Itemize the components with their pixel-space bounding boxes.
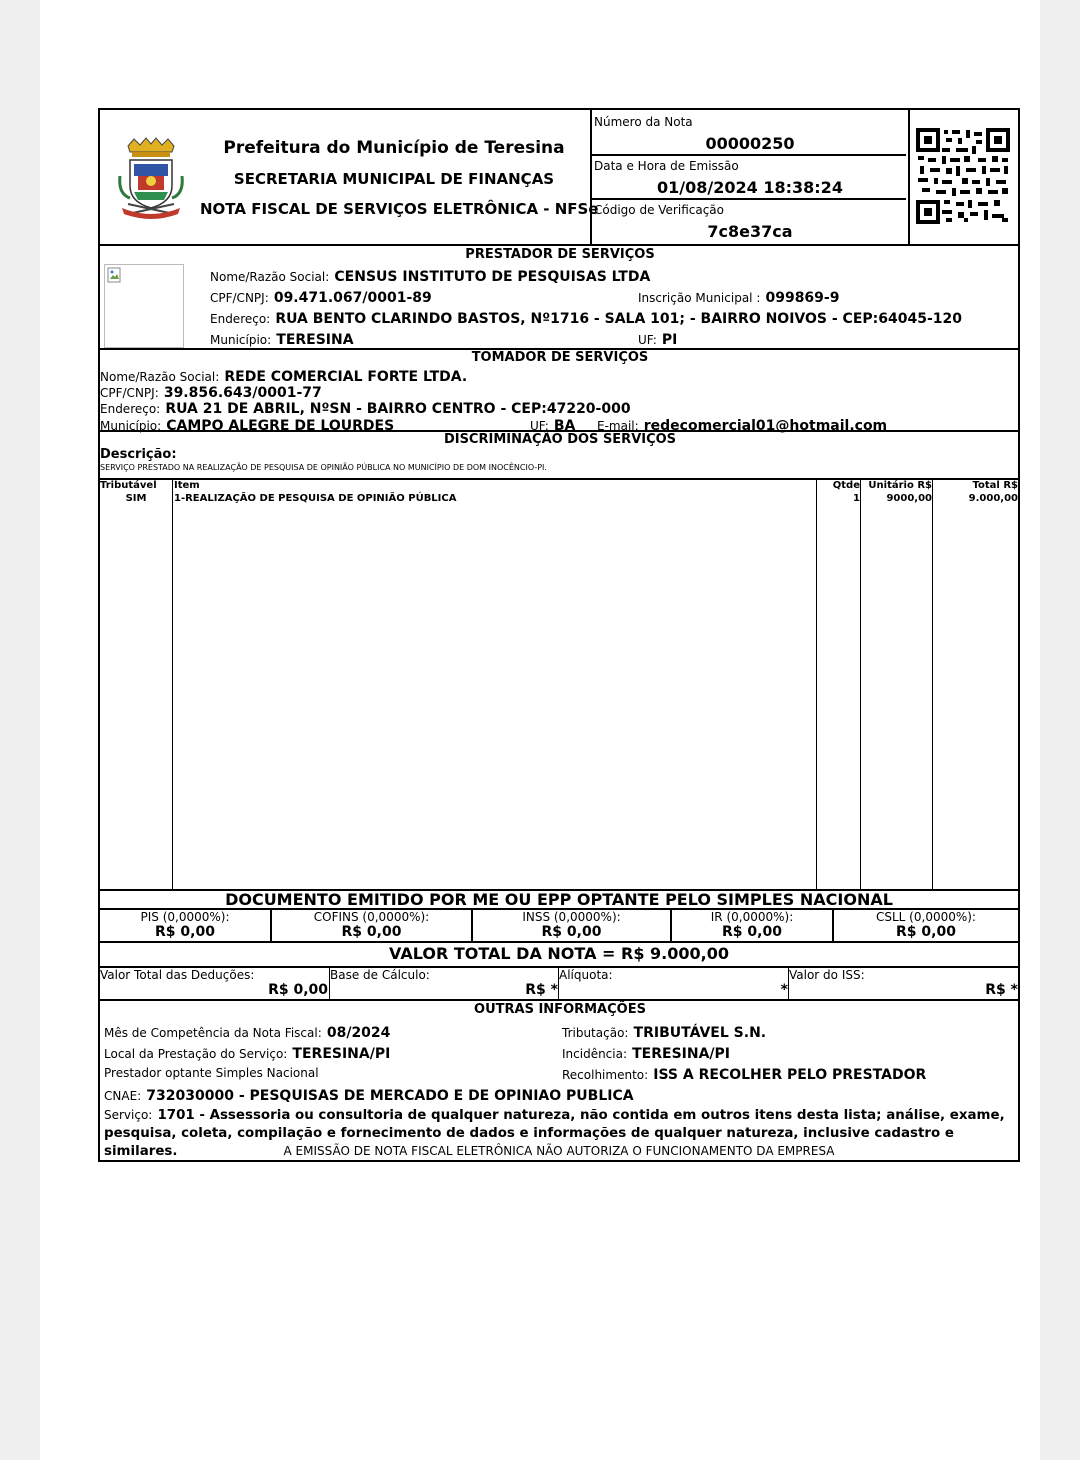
prestador-im-value: 099869-9 bbox=[765, 290, 840, 306]
tomador-municipio-label: Município: bbox=[100, 419, 162, 433]
base-calculo-label: Base de Cálculo: bbox=[330, 968, 430, 982]
prestador-endereco-row bbox=[210, 308, 962, 327]
divider bbox=[592, 198, 906, 200]
tax-inss-label: INSS (0,0000%): bbox=[522, 910, 621, 924]
aliquota-value: * bbox=[780, 982, 788, 998]
emissao-value: 01/08/2024 18:38:24 bbox=[657, 178, 843, 197]
tomador-uf-value: BA bbox=[553, 418, 576, 434]
prestador-section-title: PRESTADOR DE SERVIÇOS bbox=[465, 247, 655, 262]
tributacao-row bbox=[562, 1022, 766, 1041]
iss-label: Valor do ISS: bbox=[789, 968, 865, 982]
table-column-divider bbox=[816, 479, 817, 889]
tax-pis bbox=[100, 910, 270, 940]
tributacao-label: Tributação: bbox=[562, 1026, 629, 1040]
tomador-endereco-value: RUA 21 DE ABRIL, NºSN - BAIRRO CENTRO - CEP:47220-000 bbox=[165, 401, 631, 417]
tomador-cnpj-label: CPF/CNPJ: bbox=[100, 386, 159, 400]
verificacao-value: 7c8e37ca bbox=[707, 222, 793, 241]
municipality-title: Prefeitura do Município de Teresina bbox=[223, 138, 565, 158]
recolhimento-value: ISS A RECOLHER PELO PRESTADOR bbox=[653, 1067, 927, 1083]
divider bbox=[100, 999, 1018, 1001]
aviso-funcionamento: A EMISSÃO DE NOTA FISCAL ELETRÔNICA NÃO AUTORIZA O FUNCIONAMENTO DA EMPRESA bbox=[283, 1144, 835, 1158]
cnae-label: CNAE: bbox=[104, 1089, 142, 1103]
incidencia-label: Incidência: bbox=[562, 1047, 628, 1061]
tax-csll-label: CSLL (0,0000%): bbox=[876, 910, 976, 924]
tributacao-value: TRIBUTÁVEL S.N. bbox=[633, 1025, 767, 1041]
tomador-email-value: redecomercial01@hotmail.com bbox=[643, 418, 888, 434]
prestador-cnpj-row bbox=[210, 287, 432, 306]
deducoes-value: R$ 0,00 bbox=[268, 982, 328, 998]
tax-ir-value: R$ 0,00 bbox=[722, 924, 782, 940]
broken-image-icon bbox=[107, 267, 121, 283]
tomador-nome-label: Nome/Razão Social: bbox=[100, 370, 220, 384]
tax-inss bbox=[473, 910, 670, 940]
table-column-divider bbox=[172, 479, 173, 889]
divider bbox=[590, 110, 592, 244]
prestador-logo-placeholder bbox=[104, 264, 184, 348]
simples-nacional-banner: DOCUMENTO EMITIDO POR ME OU EPP OPTANTE PELO SIMPLES NACIONAL bbox=[225, 890, 893, 909]
tomador-endereco-label: Endereço: bbox=[100, 402, 161, 416]
cnae-value: 732030000 - PESQUISAS DE MERCADO E DE OPINIAO PUBLICA bbox=[146, 1088, 634, 1104]
prestador-uf-label: UF: bbox=[638, 333, 657, 347]
tomador-email-label: E-mail: bbox=[597, 419, 639, 433]
local-value: TERESINA/PI bbox=[292, 1046, 391, 1062]
tomador-nome-value: REDE COMERCIAL FORTE LTDA. bbox=[224, 369, 468, 385]
verificacao-label: Código de Verificação bbox=[594, 203, 724, 217]
servico-label: Serviço: bbox=[104, 1108, 153, 1122]
col-header-total: Total R$ bbox=[972, 480, 1018, 491]
table-row bbox=[100, 493, 1018, 507]
tax-pis-value: R$ 0,00 bbox=[155, 924, 215, 940]
tax-cofins-label: COFINS (0,0000%): bbox=[313, 910, 430, 924]
optante-simples: Prestador optante Simples Nacional bbox=[104, 1066, 319, 1080]
prestador-nome-label: Nome/Razão Social: bbox=[210, 270, 330, 284]
prestador-uf-row bbox=[638, 329, 677, 348]
competencia-label: Mês de Competência da Nota Fiscal: bbox=[104, 1026, 322, 1040]
table-column-divider bbox=[860, 479, 861, 889]
nfse-document bbox=[98, 108, 1020, 1162]
recolhimento-row bbox=[562, 1064, 926, 1083]
prestador-im-label: Inscrição Municipal : bbox=[638, 291, 761, 305]
valor-total: VALOR TOTAL DA NOTA = R$ 9.000,00 bbox=[389, 944, 729, 963]
prestador-municipio-row bbox=[210, 329, 354, 348]
servicos-section-title: DISCRIMINAÇÃO DOS SERVIÇOS bbox=[443, 432, 677, 447]
tax-pis-label: PIS (0,0000%): bbox=[140, 910, 230, 924]
numero-value: 00000250 bbox=[705, 134, 795, 153]
base-calculo-value: R$ * bbox=[525, 982, 558, 998]
prestador-municipio-value: TERESINA bbox=[276, 332, 354, 348]
incidencia-value: TERESINA/PI bbox=[632, 1046, 730, 1062]
col-header-tributavel: Tributável bbox=[100, 480, 157, 491]
qr-code bbox=[916, 128, 1010, 224]
descricao-value: SERVIÇO PRESTADO NA REALIZAÇÃO DE PESQUISA DE OPINIÃO PÚBLICA NO MUNICÍPIO DE DOM INOCÊNCIO-PI. bbox=[100, 463, 547, 472]
prestador-cnpj-label: CPF/CNPJ: bbox=[210, 291, 269, 305]
row-unitario: 9000,00 bbox=[886, 493, 932, 504]
servico-value: 1701 - Assessoria ou consultoria de qualquer natureza, não contida em outros itens desta lista; análise, exame, pesquisa, coleta, compilação e fornecimento de dados e informações de qualquer natureza, inclusive cadastro e similares. bbox=[104, 1108, 1005, 1159]
col-header-item: Item bbox=[174, 480, 200, 491]
secretaria-title: SECRETARIA MUNICIPAL DE FINANÇAS bbox=[233, 170, 555, 188]
local-row bbox=[104, 1043, 390, 1062]
prestador-endereco-label: Endereço: bbox=[210, 312, 271, 326]
prestador-cnpj-value: 09.471.067/0001-89 bbox=[273, 290, 432, 306]
prestador-endereco-value: RUA BENTO CLARINDO BASTOS, Nº1716 - SALA 101; - BAIRRO NOIVOS - CEP:64045-120 bbox=[275, 311, 962, 327]
table-column-divider bbox=[932, 479, 933, 889]
prestador-uf-value: PI bbox=[661, 332, 678, 348]
recolhimento-label: Recolhimento: bbox=[562, 1068, 649, 1082]
divider bbox=[908, 110, 910, 244]
document-type-title: NOTA FISCAL DE SERVIÇOS ELETRÔNICA - NFSe bbox=[200, 200, 599, 218]
outras-section-title: OUTRAS INFORMAÇÕES bbox=[474, 1002, 646, 1017]
tax-cofins bbox=[272, 910, 471, 940]
tomador-uf-label: UF: bbox=[530, 419, 549, 433]
tax-cofins-value: R$ 0,00 bbox=[341, 924, 402, 940]
prestador-nome-row bbox=[210, 266, 650, 285]
aliquota-label: Alíquota: bbox=[559, 968, 613, 982]
divider bbox=[100, 244, 1018, 246]
row-item: 1-REALIZAÇÃO DE PESQUISA DE OPINIÃO PÚBLICA bbox=[174, 493, 457, 504]
tax-ir bbox=[672, 910, 832, 940]
tomador-cnpj-value: 39.856.643/0001-77 bbox=[163, 385, 322, 401]
descricao-label: Descrição: bbox=[100, 447, 177, 462]
prestador-im-row bbox=[638, 287, 839, 306]
divider bbox=[100, 941, 1018, 943]
coat-of-arms-logo bbox=[116, 136, 186, 222]
iss-value: R$ * bbox=[985, 982, 1018, 998]
deducoes-label: Valor Total das Deduções: bbox=[100, 968, 255, 982]
row-qtde: 1 bbox=[853, 493, 860, 504]
col-header-unitario: Unitário R$ bbox=[868, 480, 932, 491]
numero-label: Número da Nota bbox=[594, 115, 693, 129]
tax-inss-value: R$ 0,00 bbox=[541, 924, 602, 940]
prestador-municipio-label: Município: bbox=[210, 333, 272, 347]
tomador-section-title: TOMADOR DE SERVIÇOS bbox=[471, 350, 649, 365]
row-tributavel: SIM bbox=[125, 493, 147, 504]
emissao-label: Data e Hora de Emissão bbox=[594, 159, 739, 173]
row-total: 9.000,00 bbox=[968, 493, 1018, 504]
prestador-nome-value: CENSUS INSTITUTO DE PESQUISAS LTDA bbox=[334, 269, 651, 285]
divider bbox=[592, 154, 906, 156]
competencia-row bbox=[104, 1022, 390, 1041]
tax-ir-label: IR (0,0000%): bbox=[710, 910, 794, 924]
tax-csll-value: R$ 0,00 bbox=[896, 924, 956, 940]
local-label: Local da Prestação do Serviço: bbox=[104, 1047, 288, 1061]
tax-csll bbox=[834, 910, 1018, 940]
tomador-municipio-value: CAMPO ALEGRE DE LOURDES bbox=[166, 418, 395, 434]
competencia-value: 08/2024 bbox=[326, 1025, 391, 1041]
col-header-qtde: Qtde bbox=[832, 480, 860, 491]
cnae-row bbox=[104, 1085, 634, 1104]
incidencia-row bbox=[562, 1043, 730, 1062]
